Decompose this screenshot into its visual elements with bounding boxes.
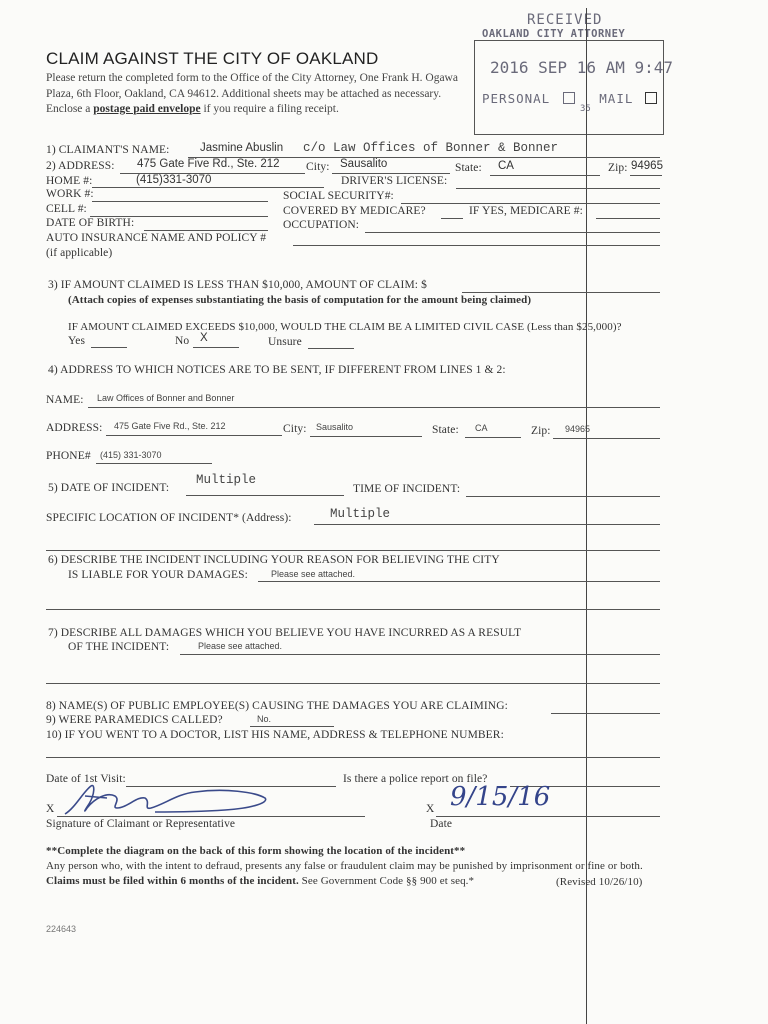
intro-envelope-link: postage paid envelope [93, 103, 201, 115]
q10-line [46, 757, 660, 758]
dob-line [144, 230, 268, 231]
footer-diagram-note: **Complete the diagram on the back of this form showing the location of the incident** [46, 845, 466, 857]
q6-line-2 [46, 609, 660, 610]
incident-location-label: SPECIFIC LOCATION OF INCIDENT* (Address): [46, 512, 292, 524]
home-line [92, 187, 324, 188]
if-applicable-note: (if applicable) [46, 247, 113, 259]
notice-address-label: ADDRESS: [46, 422, 103, 434]
q3b-label: IF AMOUNT CLAIMED EXCEEDS $10,000, WOULD THE CLAIM BE A LIMITED CIVIL CASE (Less than $25,000)? [68, 321, 622, 333]
drivers-label: DRIVER'S LICENSE: [341, 175, 448, 187]
q3-note: (Attach copies of expenses substantiating the basis of computation for the amount being claimed) [68, 294, 532, 306]
yes-line [91, 347, 127, 348]
q3-amount-line [462, 292, 660, 293]
footer-deadline-rest: See Government Code §§ 900 et seq.* [298, 875, 475, 887]
no-line [193, 347, 239, 348]
q7-line-2 [46, 683, 660, 684]
notice-name-value: Law Offices of Bonner and Bonner [97, 393, 235, 403]
notice-name-line [88, 407, 660, 408]
q6-value: Please see attached. [271, 569, 356, 579]
drivers-line [456, 188, 660, 189]
medicare-number-line [596, 218, 660, 219]
q7-line [180, 654, 660, 655]
document-number: 224643 [46, 924, 77, 934]
no-label: No [175, 335, 190, 347]
dob-label: DATE OF BIRTH: [46, 217, 135, 229]
page-title: CLAIM AGAINST THE CITY OF OAKLAND [46, 49, 379, 68]
q7-value: Please see attached. [198, 641, 283, 651]
date-x: X [426, 803, 435, 815]
cell-label: CELL #: [46, 203, 87, 215]
unsure-label: Unsure [268, 336, 302, 348]
notice-city-line [310, 436, 422, 437]
notice-zip-label: Zip: [531, 425, 551, 437]
medicare-line [441, 218, 463, 219]
q6-line [258, 581, 660, 582]
notice-phone-line [96, 463, 212, 464]
separator-line-1 [46, 550, 660, 551]
home-value: (415)331-3070 [136, 174, 212, 186]
medicare-yes-label: IF YES, MEDICARE #: [469, 205, 583, 217]
city-label: City: [306, 161, 330, 173]
intro-paragraph [46, 71, 466, 118]
date-line [436, 816, 660, 817]
notice-zip-line [553, 438, 660, 439]
incident-location-value: Multiple [330, 507, 391, 521]
incident-date-line [186, 495, 344, 496]
stamp-personal [482, 91, 657, 106]
claimant-name-value: Jasmine Abuslin [200, 142, 284, 154]
notice-phone-value: (415) 331-3070 [100, 450, 162, 460]
date-label: Date [430, 818, 453, 830]
address-label: 2) ADDRESS: [46, 160, 115, 172]
no-value: X [200, 332, 208, 344]
incident-time-line [466, 496, 660, 497]
stamp-checkbox-personal [563, 92, 575, 104]
notice-state-value: CA [475, 423, 488, 433]
zip-line [630, 175, 662, 176]
incident-location-line [314, 524, 660, 525]
notice-zip-value: 94965 [565, 424, 591, 434]
address-value: 475 Gate Five Rd., Ste. 212 [137, 158, 280, 170]
zip-label: Zip: [608, 162, 628, 174]
q9-value: No. [257, 714, 272, 724]
stamp-datetime: 2016 SEP 16 AM 9:47 [490, 58, 674, 77]
notice-name-label: NAME: [46, 394, 84, 406]
intro-text-1: Please return the completed form to the Office of the City Attorney, One Frank H. Ogawa Plaza, 6th Floor, Oakland, CA 94612. Additional sheets may be attached as necessary. Enclose a [46, 72, 458, 115]
zip-value: 94965 [631, 160, 663, 172]
q4-label: 4) ADDRESS TO WHICH NOTICES ARE TO BE SENT, IF DIFFERENT FROM LINES 1 & 2: [48, 364, 506, 376]
footer-deadline-bold: Claims must be filed within 6 months of the incident. [46, 875, 299, 887]
claimant-name-label: 1) CLAIMANT'S NAME: [46, 144, 170, 156]
q7-label-a: 7) DESCRIBE ALL DAMAGES WHICH YOU BELIEVE YOU HAVE INCURRED AS A RESULT [48, 627, 522, 639]
stamp-mail-label: MAIL [599, 91, 634, 106]
medicare-label: COVERED BY MEDICARE? [283, 205, 426, 217]
unsure-line [308, 348, 354, 349]
q3-label: 3) IF AMOUNT CLAIMED IS LESS THAN $10,000, AMOUNT OF CLAIM: $ [48, 279, 427, 291]
state-value: CA [498, 160, 514, 172]
notice-state-label: State: [432, 424, 459, 436]
home-label: HOME #: [46, 175, 93, 187]
police-report-label: Is there a police report on file? [343, 773, 488, 785]
work-label: WORK #: [46, 188, 94, 200]
auto-insurance-label: AUTO INSURANCE NAME AND POLICY # [46, 232, 267, 244]
incident-date-value: Multiple [196, 473, 257, 487]
stamp-office: OAKLAND CITY ATTORNEY [482, 28, 626, 40]
ssn-line [401, 203, 660, 204]
ssn-label: SOCIAL SECURITY#: [283, 190, 394, 202]
stamp-box [474, 40, 664, 135]
auto-insurance-line [293, 245, 660, 246]
q9-line [250, 726, 334, 727]
occupation-label: OCCUPATION: [283, 219, 360, 231]
received-stamp-text: RECEIVED [527, 12, 603, 28]
notice-state-line [465, 437, 521, 438]
footer-deadline [46, 875, 474, 887]
q7-label-b: OF THE INCIDENT: [68, 641, 170, 653]
intro-text-2: if you require a filing receipt. [200, 103, 339, 115]
q6-label-a: 6) DESCRIBE THE INCIDENT INCLUDING YOUR REASON FOR BELIEVING THE CITY [48, 554, 500, 566]
footer-fraud-note: Any person who, with the intent to defraud, presents any false or fraudulent claim may be punished by imprisonment or fine or both. [46, 860, 643, 872]
incident-time-label: TIME OF INCIDENT: [353, 483, 461, 495]
claimant-name-co: c/o Law Offices of Bonner & Bonner [303, 141, 559, 155]
q9-label: 9) WERE PARAMEDICS CALLED? [46, 714, 223, 726]
q10-label: 10) IF YOU WENT TO A DOCTOR, LIST HIS NAME, ADDRESS & TELEPHONE NUMBER: [46, 729, 504, 741]
notice-city-value: Sausalito [316, 422, 354, 432]
stamp-initials: 35 [580, 104, 591, 114]
signature-x: X [46, 803, 55, 815]
occupation-line [365, 232, 660, 233]
claimant-signature [55, 778, 285, 818]
first-visit-label: Date of 1st Visit: [46, 773, 126, 785]
notice-address-value: 475 Gate Five Rd., Ste. 212 [114, 421, 226, 431]
signed-date-value: 9/15/16 [450, 782, 551, 812]
signature-line [57, 816, 365, 817]
state-label: State: [455, 162, 482, 174]
q6-label-b: IS LIABLE FOR YOUR DAMAGES: [68, 569, 248, 581]
notice-phone-label: PHONE# [46, 450, 91, 462]
incident-date-label: 5) DATE OF INCIDENT: [48, 482, 170, 494]
city-line [332, 173, 450, 174]
stamp-personal-label: PERSONAL [482, 91, 551, 106]
city-value: Sausalito [340, 158, 388, 170]
stamp-checkbox-mail [645, 92, 657, 104]
work-line [92, 201, 268, 202]
footer-revised: (Revised 10/26/10) [556, 876, 643, 888]
notice-city-label: City: [283, 423, 307, 435]
q8-line [551, 713, 660, 714]
state-line [490, 175, 600, 176]
notice-address-line [106, 435, 282, 436]
yes-label: Yes [68, 335, 86, 347]
signature-label: Signature of Claimant or Representative [46, 818, 236, 830]
q8-label: 8) NAME(S) OF PUBLIC EMPLOYEE(S) CAUSING THE DAMAGES YOU ARE CLAIMING: [46, 700, 508, 712]
